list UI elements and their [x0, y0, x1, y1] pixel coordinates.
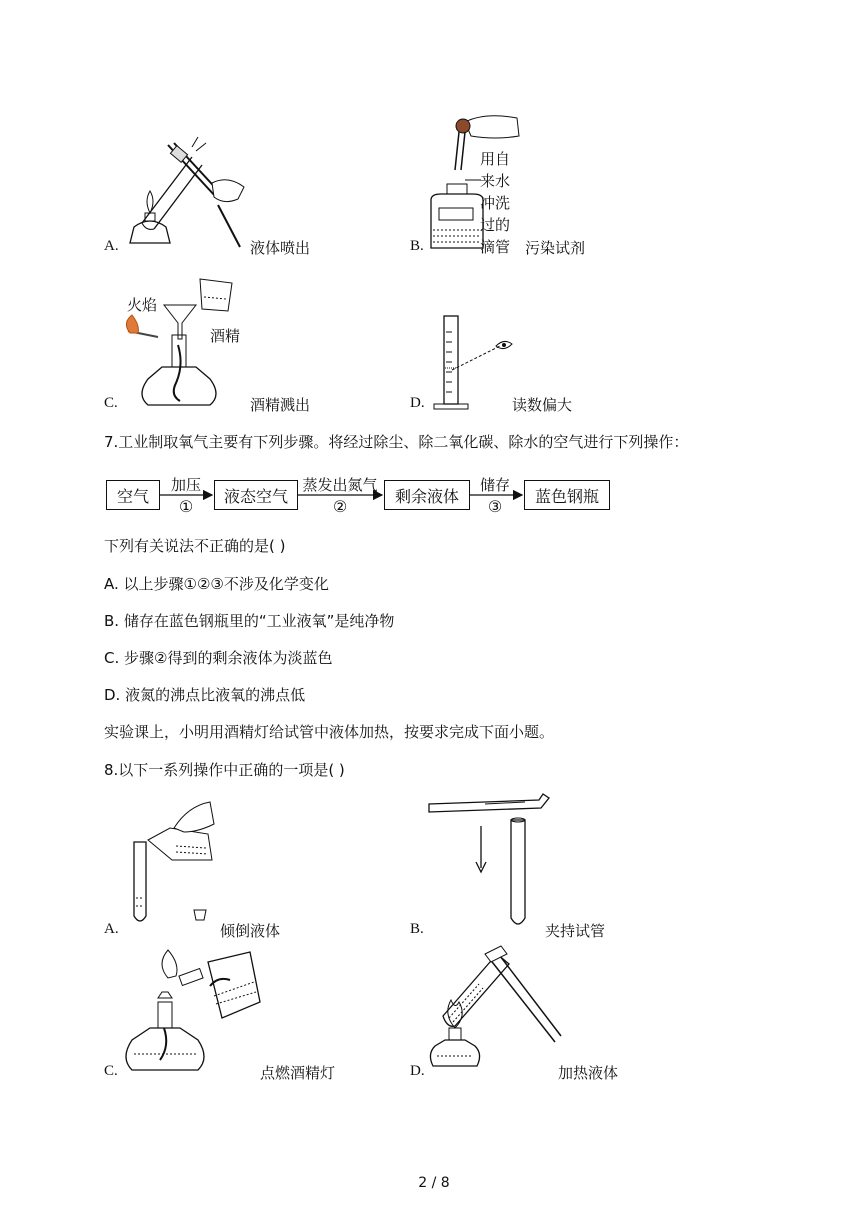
q6-b-side-line: 来水: [480, 172, 511, 190]
q7-stem: 7.工业制取氧气主要有下列步骤。将经过除尘、除二氧化碳、除水的空气进行下列操作：: [104, 433, 689, 451]
q6-b-side-line: 冲洗: [480, 194, 511, 212]
q8-stem: 8.以下一系列操作中正确的一项是( ): [104, 761, 345, 779]
q8-a-caption: 倾倒液体: [220, 922, 281, 940]
q7-option-a: A. 以上步骤①②③不涉及化学变化: [104, 575, 329, 593]
q6-c-flame-label: 火焰: [127, 296, 158, 314]
q6-c-alcohol-label: 酒精: [210, 327, 241, 345]
q6-a-letter: A.: [104, 238, 119, 254]
q6-c-letter: C.: [104, 395, 118, 411]
q8-d-caption: 加热液体: [558, 1064, 619, 1082]
q7-option-d: D. 液氮的沸点比液氧的沸点低: [104, 686, 306, 704]
q6-c-caption: 酒精溅出: [250, 396, 311, 414]
flow-arrow-1-label: 加压: [170, 476, 201, 494]
page-number: 2 / 8: [418, 1175, 450, 1191]
flow-arrows: [0, 0, 868, 520]
q8-b-illustration: [425, 790, 555, 932]
q6-b-caption: 污染试剂: [525, 239, 586, 257]
q6-a-caption: 液体喷出: [250, 239, 311, 257]
q8-a-letter: A.: [104, 921, 119, 937]
q8-a-illustration: [118, 798, 218, 928]
q8-c-caption: 点燃酒精灯: [260, 1064, 336, 1082]
intro-text: 实验课上，小明用酒精灯给试管中液体加热，按要求完成下面小题。: [104, 723, 555, 741]
q6-b-side-line: 过的: [480, 216, 511, 234]
q6-d-caption: 读数偏大: [512, 396, 573, 414]
flow-arrow-2-label: 蒸发出氮气: [302, 476, 378, 494]
flow-box-air: 空气: [106, 480, 160, 510]
q6-b-side-line: 用自: [480, 150, 511, 168]
q6-d-letter: D.: [410, 395, 425, 411]
q7-option-b: B. 储存在蓝色钢瓶里的“工业液氧”是纯净物: [104, 612, 395, 630]
q7-question: 下列有关说法不正确的是( ): [104, 537, 286, 555]
flow-box-liquid-air: 液态空气: [214, 480, 298, 510]
q6-b-side-line: 滴管: [480, 238, 511, 256]
q8-d-letter: D.: [410, 1063, 425, 1079]
q8-c-letter: C.: [104, 1063, 118, 1079]
q6-b-letter: B.: [410, 238, 424, 254]
flow-box-remaining-liquid: 剩余液体: [384, 480, 470, 510]
flow-box-blue-cylinder: 蓝色钢瓶: [524, 480, 610, 510]
q7-option-c: C. 步骤②得到的剩余液体为淡蓝色: [104, 649, 333, 667]
q8-b-letter: B.: [410, 921, 424, 937]
flow-arrow-1-step: ①: [178, 497, 194, 516]
q8-c-illustration: [118, 942, 268, 1077]
flow-arrow-3-step: ③: [487, 497, 503, 516]
flow-arrow-2-step: ②: [332, 497, 348, 516]
flow-arrow-3-label: 储存: [479, 476, 510, 494]
q8-d-illustration: [425, 944, 565, 1076]
q8-b-caption: 夹持试管: [545, 922, 606, 940]
